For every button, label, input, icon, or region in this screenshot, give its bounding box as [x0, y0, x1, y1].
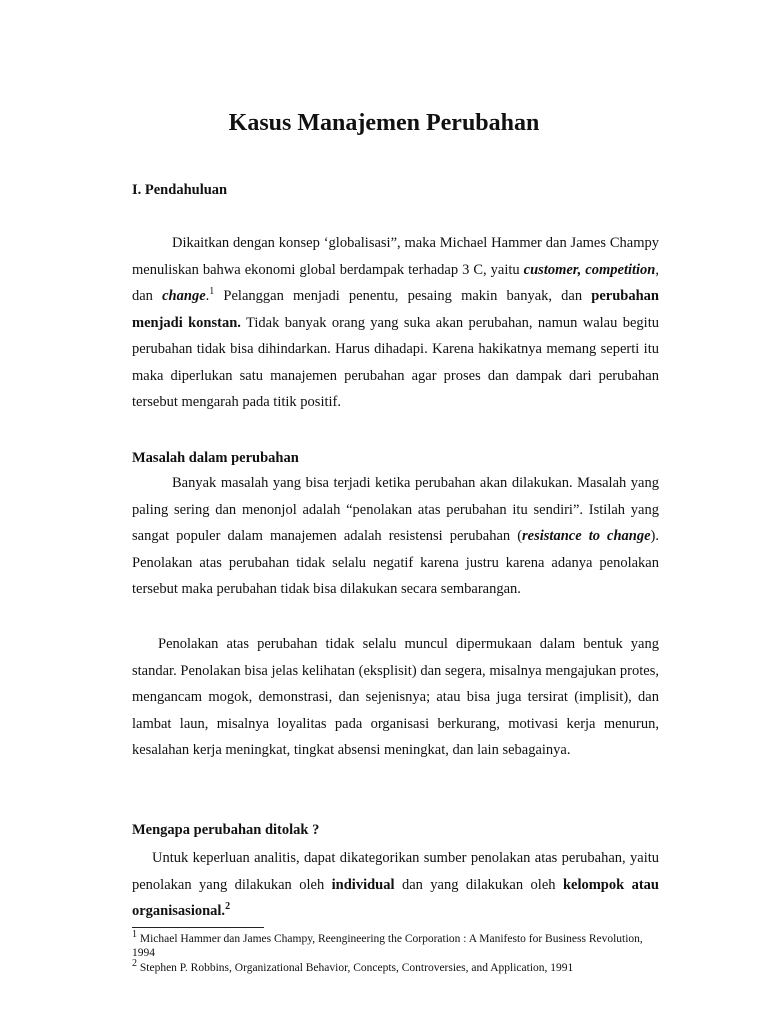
footnote-number: 2 — [132, 958, 137, 970]
footnotes — [132, 929, 662, 976]
footnote-1 — [132, 929, 662, 960]
text-run: Untuk keperluan analitis, dapat dikategorikan sumber penolakan atas perubahan, yaitu penolakan yang dilakukan oleh — [132, 850, 659, 893]
paragraph-mengapa — [132, 845, 659, 925]
text-run: . — [205, 288, 210, 304]
emphasis-konstan: perubahan menjadi konstan. — [132, 288, 659, 331]
document-title: Kasus Manajemen Perubahan — [228, 110, 540, 136]
footnote-text: Michael Hammer dan James Champy, Reengineering the Corporation : A Manifesto for Business Revolution, 1994 — [132, 933, 643, 959]
section-heading-masalah: Masalah dalam perubahan — [132, 450, 299, 466]
paragraph-masalah-1 — [132, 470, 659, 603]
text-run: dan yang dilakukan oleh — [394, 876, 563, 893]
emphasis-3c: customer, competition — [523, 261, 656, 278]
emphasis-kelompok: kelompok atau organisasional. — [132, 876, 659, 919]
footnote-divider — [132, 927, 264, 928]
text-run: ). Penolakan atas perubahan tidak selalu negatif karena justru karena adanya penolakan tersebut maka perubahan tidak bisa dilakukan secara sembarangan. — [132, 528, 660, 597]
section-heading-pendahuluan: I. Pendahuluan — [132, 182, 228, 198]
text-run: , dan — [132, 261, 659, 304]
emphasis-individual: individual — [331, 876, 395, 893]
footnote-number: 1 — [132, 929, 137, 941]
text-run: Banyak masalah yang bisa terjadi ketika perubahan akan dilakukan. Masalah yang paling sering dan menonjol adalah “penolakan atas perubahan itu sendiri”. Istilah yang sangat populer dalam manajemen adalah resistensi perubahan ( — [132, 475, 659, 544]
emphasis-change: change — [162, 288, 206, 304]
text-run: Pelanggan menjadi penentu, pesaing makin banyak, dan — [214, 288, 592, 304]
paragraph-masalah-2: Penolakan atas perubahan tidak selalu muncul dipermukaan dalam bentuk yang standar. Penolakan bisa jelas kelihatan (eksplisit) dan segera, misalnya mengajukan protes, mengancam mogok, demonstrasi, dan sejenisnya; atau bisa juga tersirat (implisit), dan lambat laun, misalnya loyalitas pada organisasi berkurang, motivasi kerja menurun, kesalahan kerja meningkat, tingkat absensi meningkat, dan lain sebagainya. — [132, 636, 659, 758]
footnote-ref-2: 2 — [225, 901, 231, 913]
footnote-ref-1: 1 — [209, 286, 215, 298]
footnote-2 — [132, 958, 662, 975]
paragraph-pendahuluan — [132, 230, 659, 416]
text-run: Tidak banyak orang yang suka akan perubahan, namun walau begitu perubahan tidak bisa dihindarkan. Harus dihadapi. Karena hakikatnya memang seperti itu maka diperlukan satu manajemen perubahan agar proses dan dampak dari perubahan tersebut mengarah pada titik positif. — [132, 314, 659, 410]
footnote-text: Stephen P. Robbins, Organizational Behavior, Concepts, Controversies, and Application, 1991 — [137, 962, 574, 974]
text-run: Dikaitkan dengan konsep ‘globalisasi”, maka Michael Hammer dan James Champy menuliskan bahwa ekonomi global berdampak terhadap 3 C, yaitu — [132, 235, 659, 278]
section-heading-mengapa: Mengapa perubahan ditolak ? — [132, 822, 320, 838]
emphasis-resistance: resistance to change — [522, 528, 651, 544]
